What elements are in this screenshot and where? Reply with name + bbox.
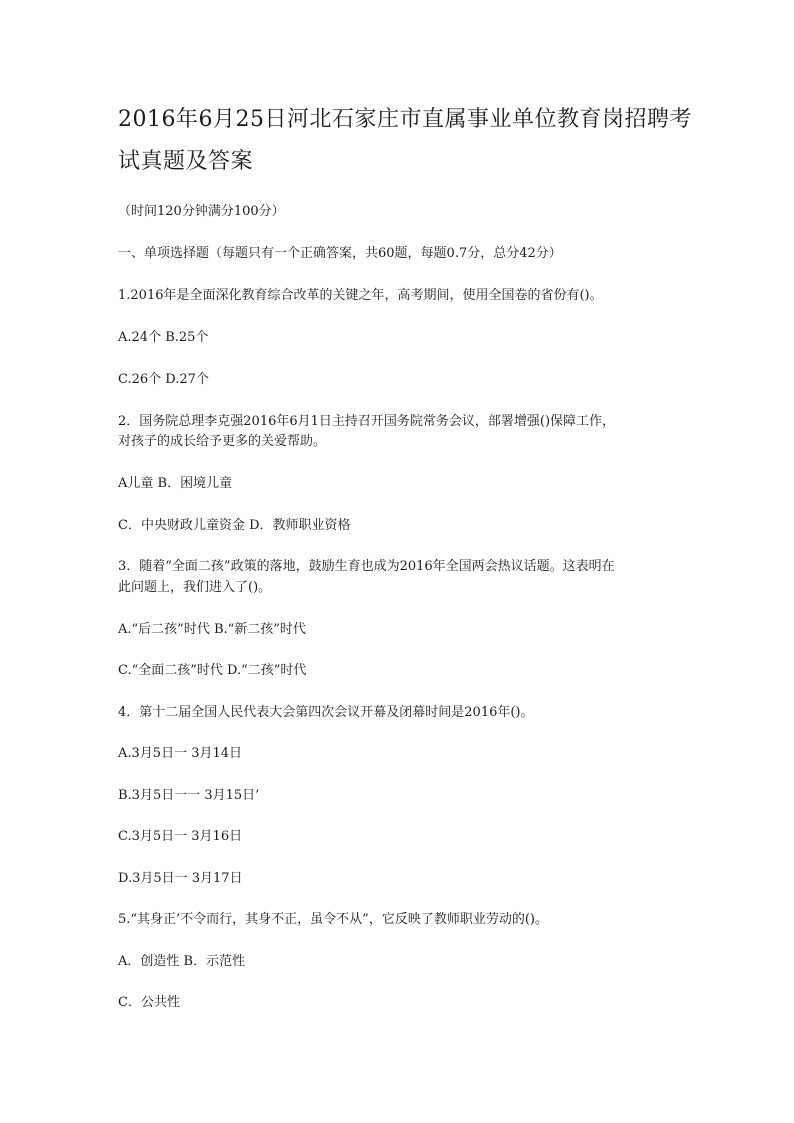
question-3-stem-line1: 3．随着“全面二孩”政策的落地，鼓励生育也成为2016年全国两会热议话题。这表明在 — [118, 559, 615, 574]
question-2-options-ab: A儿童 B．困境儿童 — [118, 476, 233, 491]
title-line-1: 2016年6月25日河北石家庄市直属事业单位教育岗招聘考 — [118, 107, 692, 132]
question-3-options-ab: A.“后二孩”时代 B.“新二孩”时代 — [118, 622, 306, 637]
question-4-option-b: B.3月5日一一 3月15日’ — [118, 788, 260, 803]
question-5-options-ab: A．创造性 B．示范性 — [118, 954, 246, 969]
exam-info: （时间120分钟满分100分） — [118, 204, 285, 219]
question-3-options-cd: C.“全面二孩”时代 D.“二孩”时代 — [118, 663, 307, 678]
question-4-option-a: A.3月5日一 3月14日 — [118, 746, 243, 761]
question-4-stem: 4．第十二届全国人民代表大会第四次会议开幕及闭幕时间是2016年()。 — [118, 705, 534, 720]
document-title — [118, 99, 698, 183]
section-heading: 一、单项选择题（每题只有一个正确答案，共60题，每题0.7分，总分42分） — [118, 246, 562, 261]
question-2-stem-line1: 2．国务院总理李克强2016年6月1日主持召开国务院常务会议，部署增强()保障工作， — [118, 414, 616, 429]
question-4-option-c: C.3月5日一 3月16日 — [118, 829, 243, 844]
question-2-options-cd: C．中央财政儿童资金 D．教师职业资格 — [118, 518, 351, 533]
question-5-option-c: C．公共性 — [118, 995, 180, 1010]
question-1-stem: 1.2016年是全面深化教育综合改革的关键之年，高考期间，使用全国卷的省份有()。 — [118, 288, 603, 303]
question-4-option-d: D.3月5日一 3月17日 — [118, 871, 243, 886]
question-3-stem-line2: 此问题上，我们进入了()。 — [118, 580, 272, 595]
question-2-stem-line2: 对孩子的成长给予更多的关爱帮助。 — [118, 434, 327, 449]
question-1-options-cd: C.26个 D.27个 — [118, 372, 209, 387]
question-1-options-ab: A.24个 B.25个 — [118, 330, 209, 345]
question-5-stem: 5.“其身正’不令而行，其身不正，虽令不从”，它反映了教师职业劳动的()。 — [118, 912, 548, 927]
title-line-2: 试真题及答案 — [118, 149, 254, 174]
